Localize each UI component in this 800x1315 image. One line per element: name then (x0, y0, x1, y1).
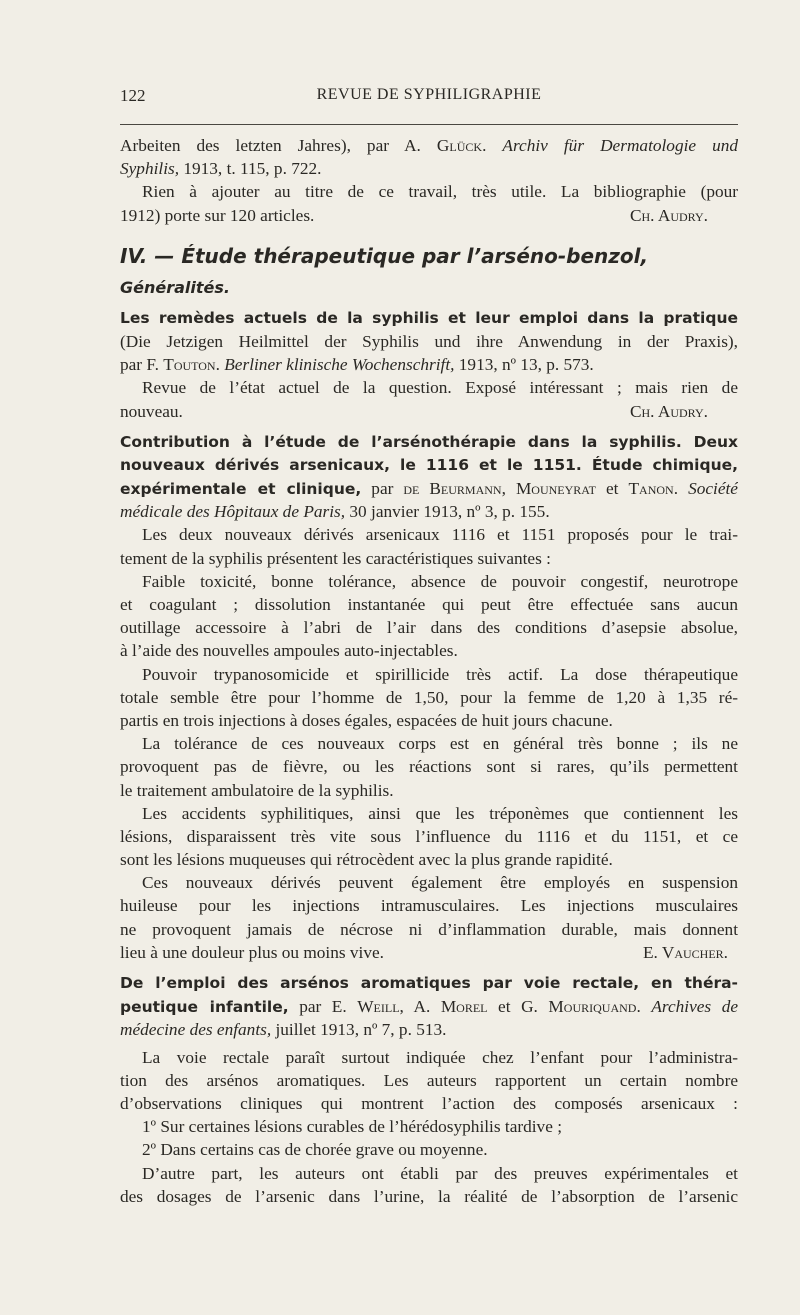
art2-line: le traitement ambulatoire de la syphilis. (120, 780, 394, 800)
art2-title-3: expérimentale et clinique, par de Beurmann, Mouneyrat et Tanon. Société (120, 479, 738, 499)
running-header (120, 86, 738, 114)
art3-line: tion des arsénos aromatiques. Les auteurs rapportent un certain nombre (120, 1070, 738, 1090)
art2-line: huileuse pour les injections intramusculaires. Les injections musculaires (120, 896, 738, 916)
header-rule (120, 124, 738, 125)
art3-line: La voie rectale paraît surtout indiquée chez l’enfant pour l’administra- (142, 1047, 738, 1067)
art1-title: Les remèdes actuels de la syphilis et leur emploi dans la pratique (120, 308, 738, 327)
art2-line: à l’aide des nouvelles ampoules auto-injectables. (120, 641, 458, 661)
prev-line-2: Syphilis, 1913, t. 115, p. 722. (120, 159, 322, 179)
signature-audry-1: Ch. Audry. (629, 205, 708, 225)
prev-line-1: Arbeiten des letzten Jahres), par A. Glück. Archiv für Dermatologie und (120, 136, 738, 155)
art3-line: d’observations cliniques qui montrent l’action des composés arsenicaux : (120, 1093, 738, 1113)
running-title: REVUE DE SYPHILIGRAPHIE (316, 86, 542, 103)
signature-vaucher: E. Vaucher. (642, 942, 728, 962)
art2-line: Faible toxicité, bonne tolérance, absence de pouvoir congestif, neurotrope (142, 571, 738, 591)
art2-title-1: Contribution à l’étude de l’arsénothérapie dans la syphilis. Deux (120, 432, 738, 451)
art3-line: des dosages de l’arsenic dans l’urine, la réalité de l’absorption de l’arsenic (120, 1186, 738, 1206)
art2-line: Pouvoir trypanosomicide et spirillicide très actif. La dose thérapeutique (142, 664, 738, 684)
art2-title-4: médicale des Hôpitaux de Paris, 30 janvier 1913, nº 3, p. 155. (120, 502, 550, 522)
art2-line: partis en trois injections à doses égales, espacées de huit jours chacune. (120, 710, 613, 730)
art2-line: et coagulant ; dissolution instantanée qui peut être effectuée sans aucun (120, 595, 738, 614)
page-body (120, 134, 738, 1208)
signature-audry-2: Ch. Audry. (629, 401, 708, 421)
section-subtitle: Généralités. (120, 277, 230, 297)
art2-line: ne provoquent jamais de nécrose ni d’inflammation durable, mais donnent (120, 919, 738, 939)
art3-line: 2º Dans certains cas de chorée grave ou moyenne. (142, 1140, 488, 1160)
art2-line: tement de la syphilis présentent les caractéristiques suivantes : (120, 548, 551, 568)
art1-line-4: Revue de l’état actuel de la question. Exposé intéressant ; mais rien de (142, 378, 738, 398)
art2-line: outillage accessoire à l’abri de l’air dans des conditions d’asepsie absolue, (120, 618, 738, 638)
art2-line: totale semble être pour l’homme de 1,50, pour la femme de 1,20 à 1,35 ré- (120, 687, 738, 707)
art2-last-line: lieu à une douleur plus ou moins vive. E. Vaucher. (120, 941, 738, 964)
page-number: 122 (120, 86, 146, 105)
art1-line-2: (Die Jetzigen Heilmittel der Syphilis und ihre Anwendung in der Praxis), (120, 331, 738, 351)
art2-line: provoquent pas de fièvre, ou les réactions sont si rares, qu’ils permettent (120, 757, 738, 777)
art2-line: La tolérance de ces nouveaux corps est en général très bonne ; ils ne (142, 734, 738, 754)
art2-line: sont les lésions muqueuses qui rétrocèdent avec la plus grande rapidité. (120, 850, 613, 870)
art1-line-5: nouveau. Ch. Audry. (120, 400, 738, 423)
art2-line: Les deux nouveaux dérivés arsenicaux 1116 et 1151 proposés pour le trai- (142, 525, 738, 545)
art3-title-1: De l’emploi des arsénos aromatiques par voie rectale, en théra- (120, 974, 738, 992)
prev-line-4: 1912) porte sur 120 articles. Ch. Audry. (120, 204, 738, 227)
prev-line-3: Rien à ajouter au titre de ce travail, très utile. La bibliographie (pour (142, 182, 738, 202)
section-title: IV. — Étude thérapeutique par l’arséno-benzol, (120, 243, 649, 268)
art3-line: 1º Sur certaines lésions curables de l’hérédosyphilis tardive ; (142, 1117, 562, 1137)
art3-title-3: médecine des enfants, juillet 1913, nº 7, p. 513. (120, 1020, 447, 1040)
art2-line: Ces nouveaux dérivés peuvent également être employés en suspension (142, 873, 738, 893)
art1-line-3: par F. Touton. Berliner klinische Wochenschrift, 1913, nº 13, p. 573. (120, 355, 594, 375)
art3-line: D’autre part, les auteurs ont établi par des preuves expérimentales et (142, 1163, 738, 1183)
art3-title-2: peutique infantile, par E. Weill, A. Morel et G. Mouriquand. Archives de (120, 997, 738, 1017)
art2-line: Les accidents syphilitiques, ainsi que les tréponèmes que contiennent les (142, 803, 738, 823)
art2-title-2: nouveaux dérivés arsenicaux, le 1116 et le 1151. Étude chimique, (120, 455, 738, 474)
art2-line: lésions, disparaissent très vite sous l’influence du 1116 et du 1151, et ce (120, 826, 738, 846)
